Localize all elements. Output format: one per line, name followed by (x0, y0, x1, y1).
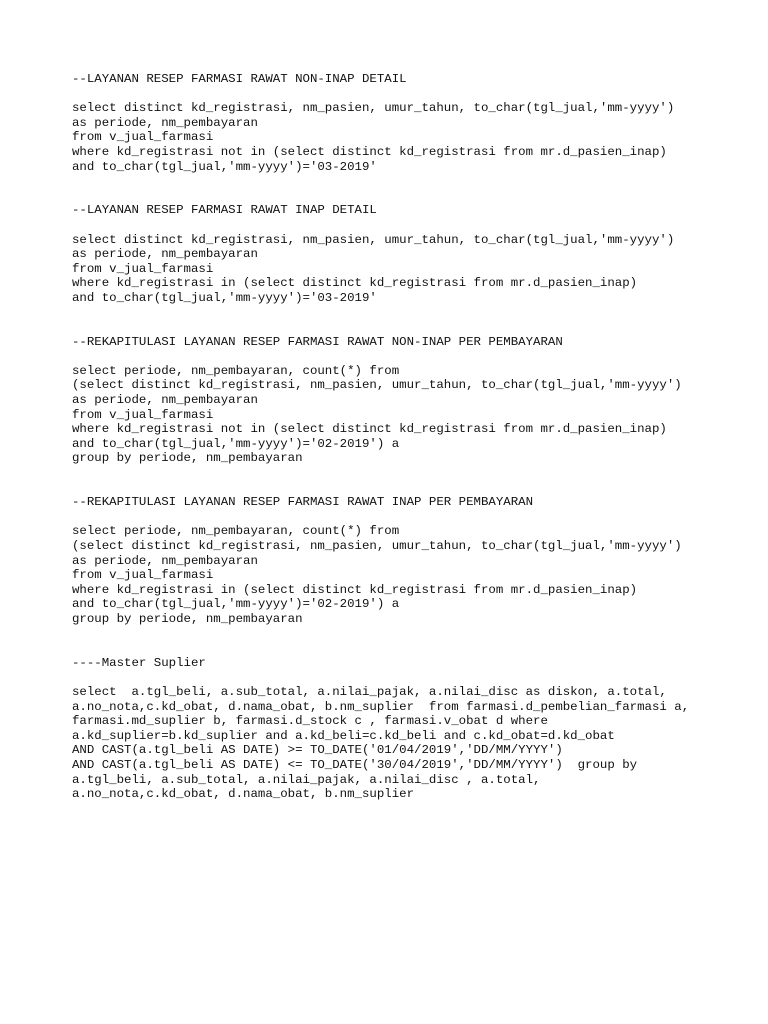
code-line: select periode, nm_pembayaran, count(*) from (72, 524, 400, 539)
code-line: a.kd_suplier=b.kd_suplier and a.kd_beli=c.kd_beli and c.kd_obat=d.kd_obat (72, 728, 615, 743)
code-line: as periode, nm_pembayaran (72, 553, 258, 568)
document-page (72, 72, 752, 802)
code-line: select a.tgl_beli, a.sub_total, a.nilai_pajak, a.nilai_disc as diskon, a.total, (72, 684, 667, 699)
code-line: where kd_registrasi in (select distinct kd_registrasi from mr.d_pasien_inap) (72, 582, 638, 597)
code-line: where kd_registrasi in (select distinct kd_registrasi from mr.d_pasien_inap) (72, 276, 638, 291)
code-line: (select distinct kd_registrasi, nm_pasien, umur_tahun, to_char(tgl_jual,'mm-yyyy') (72, 378, 682, 393)
section-comment: --LAYANAN RESEP FARMASI RAWAT INAP DETAIL (72, 203, 377, 218)
code-line: where kd_registrasi not in (select distinct kd_registrasi from mr.d_pasien_inap) (72, 422, 667, 437)
section-master-suplier (72, 656, 752, 802)
code-line: from v_jual_farmasi (72, 261, 214, 276)
code-line: (select distinct kd_registrasi, nm_pasien, umur_tahun, to_char(tgl_jual,'mm-yyyy') (72, 539, 682, 553)
code-line: as periode, nm_pembayaran (72, 247, 258, 262)
code-line: as periode, nm_pembayaran (72, 115, 258, 130)
section-comment: ----Master Suplier (72, 655, 206, 670)
code-line: AND CAST(a.tgl_beli AS DATE) <= TO_DATE('30/04/2019','DD/MM/YYYY') group by (72, 757, 638, 772)
code-line: as periode, nm_pembayaran (72, 393, 258, 408)
code-line: AND CAST(a.tgl_beli AS DATE) >= TO_DATE('01/04/2019','DD/MM/YYYY') (72, 743, 563, 758)
code-line: select periode, nm_pembayaran, count(*) from (72, 363, 400, 378)
code-line: from v_jual_farmasi (72, 407, 214, 422)
code-line: farmasi.md_suplier b, farmasi.d_stock c , farmasi.v_obat d where (72, 714, 548, 729)
section-rekap-inap (72, 495, 752, 626)
code-line: group by periode, nm_pembayaran (72, 451, 303, 466)
code-line: from v_jual_farmasi (72, 568, 214, 583)
code-line: a.no_nota,c.kd_obat, d.nama_obat, b.nm_suplier from farmasi.d_pembelian_farmasi a, (72, 699, 690, 714)
code-line: a.no_nota,c.kd_obat, d.nama_obat, b.nm_suplier (72, 787, 415, 802)
code-line: select distinct kd_registrasi, nm_pasien, umur_tahun, to_char(tgl_jual,'mm-yyyy') (72, 101, 675, 116)
code-line: and to_char(tgl_jual,'mm-yyyy')='02-2019') a (72, 597, 400, 612)
code-line: group by periode, nm_pembayaran (72, 611, 303, 626)
code-line: and to_char(tgl_jual,'mm-yyyy')='03-2019' (72, 290, 377, 305)
section-comment: --LAYANAN RESEP FARMASI RAWAT NON-INAP DETAIL (72, 72, 407, 86)
code-line: a.tgl_beli, a.sub_total, a.nilai_pajak, a.nilai_disc , a.total, (72, 772, 541, 787)
section-comment: --REKAPITULASI LAYANAN RESEP FARMASI RAWAT INAP PER PEMBAYARAN (72, 495, 534, 510)
section-inap-detail (72, 203, 752, 305)
code-line: select distinct kd_registrasi, nm_pasien, umur_tahun, to_char(tgl_jual,'mm-yyyy') (72, 232, 675, 247)
section-non-inap-detail (72, 72, 752, 174)
section-rekap-non-inap (72, 335, 752, 466)
code-line: where kd_registrasi not in (select distinct kd_registrasi from mr.d_pasien_inap) (72, 144, 667, 159)
code-line: from v_jual_farmasi (72, 130, 214, 145)
code-line: and to_char(tgl_jual,'mm-yyyy')='02-2019') a (72, 436, 400, 451)
section-comment: --REKAPITULASI LAYANAN RESEP FARMASI RAWAT NON-INAP PER PEMBAYARAN (72, 334, 563, 349)
code-line: and to_char(tgl_jual,'mm-yyyy')='03-2019' (72, 159, 377, 174)
